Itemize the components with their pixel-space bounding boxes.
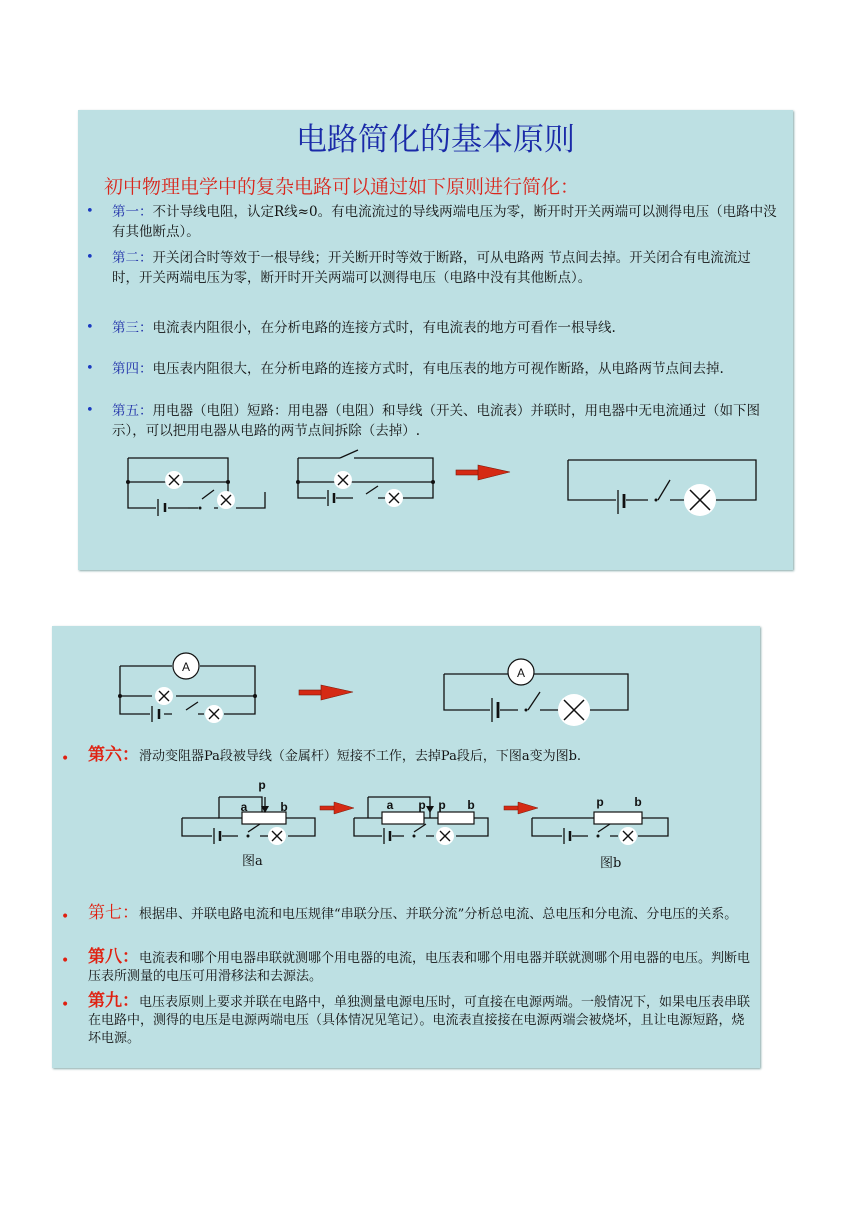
circuit-rheostat-a-removed: [354, 797, 488, 845]
circuit-rheostat-b: [532, 795, 668, 845]
bullet-icon: •: [86, 361, 94, 376]
rule-text: 滑动变阻器Pa段被导线（金属杆）短接不工作，去掉Pa段后，下图a变为图b.: [139, 749, 582, 764]
circuit-simplified: [568, 460, 756, 516]
rule-label: 第八：: [88, 947, 139, 967]
rule-label: 第六：: [88, 745, 139, 765]
rule-label: 第二：: [112, 250, 153, 266]
bullet-icon: •: [86, 250, 94, 265]
bullet-icon: •: [61, 953, 70, 969]
rule-text: 用电器（电阻）短路：用电器（电阻）和导线（开关、电流表）并联时，用电器中无电流通过（如下图示），可以把用电器从电路的两节点间拆除（去掉）.: [112, 403, 760, 439]
short-circuit-diagrams: [78, 110, 793, 570]
rule-text: 电压表内阻很大，在分析电路的连接方式时，有电压表的地方可视作断路，从电路两节点间去掉.: [152, 361, 724, 377]
rule-item-8: [61, 947, 752, 986]
circuit-rheostat-a: [182, 778, 315, 845]
end-b-label: b: [634, 795, 642, 809]
arrow-icon: [504, 802, 538, 814]
arrow-icon: [456, 465, 510, 480]
bullet-icon: •: [61, 751, 70, 767]
rule-text: 电流表和哪个用电器串联就测哪个用电器的电流，电压表和哪个用电器并联就测哪个用电器的电压。判断电压表所测量的电压可用滑移法和去源法。: [88, 951, 751, 984]
rule-text: 不计导线电阻，认定R线≈0。有电流流过的导线两端电压为零，断开时开关两端可以测得电压（电路中没有其他断点）。: [112, 204, 777, 240]
slider-p-label: p: [438, 798, 446, 812]
slider-p-label: p: [418, 798, 426, 812]
rule-label: 第四：: [112, 361, 153, 377]
rule-text: 电流表内阻很小，在分析电路的连接方式时，有电流表的地方可看作一根导线.: [152, 320, 616, 336]
circuit-lamp-shorted: [126, 458, 265, 516]
slider-p-label: p: [596, 795, 604, 809]
slide-title: 电路简化的基本原则: [296, 122, 575, 158]
rule-label: 第五：: [112, 403, 153, 419]
slide-subtitle: 初中物理电学中的复杂电路可以通过如下原则进行简化：: [104, 176, 580, 198]
ammeter-icon: A: [181, 660, 191, 674]
slider-p-label: p: [258, 778, 266, 792]
circuit-lamp-shorted-by-switch: [296, 450, 435, 507]
rule-text: 开关闭合时等效于一根导线；开关断开时等效于断路，可从电路两 节点间去掉。开关闭合有电流流过时，开关两端电压为零，断开时开关两端可以测得电压（电路中没有其他断点）。: [112, 250, 751, 286]
ammeter-icon: A: [516, 666, 526, 680]
rule-label: 第七：: [88, 903, 139, 923]
figure-b-caption: 图b: [600, 856, 622, 871]
circuit-ammeter-simplified: [444, 659, 628, 726]
arrow-icon: [320, 802, 354, 814]
rule-text: 电压表原则上要求并联在电路中，单独测量电源电压时，可直接在电源两端。一般情况下，如果电压表串联在电路中，测得的电压是电源两端电压（具体情况见笔记）。电流表直接接在电源两端会被烧坏，且让电源短路，烧坏电源。: [88, 995, 751, 1046]
end-b-label: b: [467, 798, 475, 812]
slide-2: [52, 626, 760, 1068]
slide-1: [78, 110, 793, 570]
rule-label: 第九：: [88, 991, 139, 1011]
end-b-label: b: [280, 800, 288, 814]
bullet-icon: •: [86, 403, 94, 418]
rule-text: 根据串、并联电路电流和电压规律“串联分压、并联分流”分析总电流、总电压和分电流、分电压的关系。: [139, 907, 738, 922]
figure-a-caption: 图a: [242, 854, 263, 869]
rule-label: 第三：: [112, 320, 153, 336]
bullet-icon: •: [61, 997, 70, 1013]
rule-item-9: [61, 991, 756, 1048]
arrow-icon: [299, 685, 353, 700]
rule-item-6: [61, 745, 744, 767]
circuit-ammeter-parallel: [118, 653, 257, 723]
end-a-label: a: [240, 800, 248, 814]
rule-label: 第一：: [112, 204, 153, 220]
rule-item-7: [61, 903, 754, 925]
bullet-icon: •: [61, 909, 70, 925]
end-a-label: a: [386, 798, 394, 812]
bullet-icon: •: [86, 204, 94, 219]
bullet-icon: •: [86, 320, 94, 335]
